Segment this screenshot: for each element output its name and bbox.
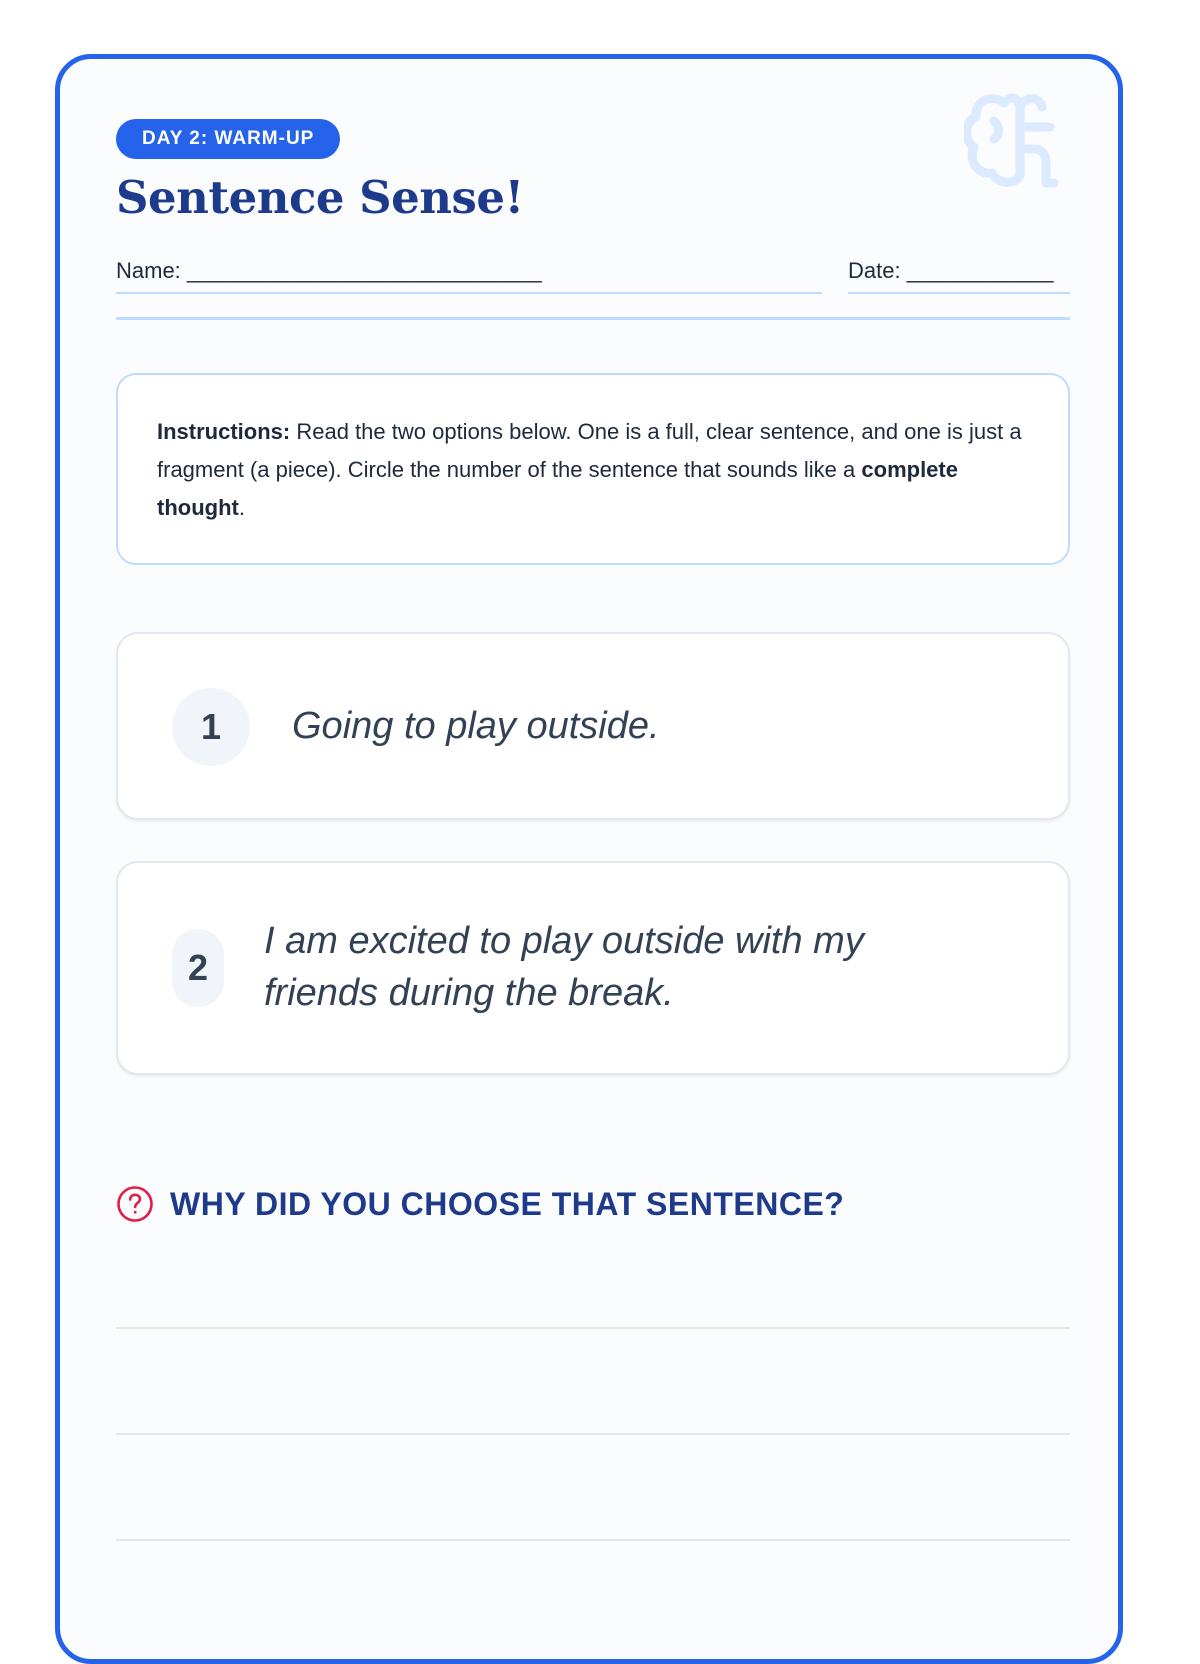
answer-line-2[interactable] [116, 1433, 1070, 1435]
name-field[interactable]: Name: _____________________________ [116, 258, 822, 294]
brain-icon [964, 91, 1062, 193]
option-sentence-1: Going to play outside. [292, 705, 660, 747]
header-divider [116, 317, 1070, 320]
worksheet-card [55, 54, 1123, 1664]
question-text: WHY DID YOU CHOOSE THAT SENTENCE? [170, 1186, 845, 1222]
option-sentence-2: I am excited to play outside with my friends during the break. [264, 920, 864, 1014]
option-card-1[interactable] [116, 632, 1070, 820]
option-card-2[interactable] [116, 861, 1070, 1075]
day-badge: DAY 2: WARM-UP [116, 119, 340, 159]
option-number-2[interactable]: 2 [172, 929, 224, 1007]
instructions-text: Read the two options below. One is a full, clear sentence, and one is just a fragment (a piece). Circle the number of the sentence that sounds like a [157, 419, 1022, 482]
worksheet-title: Sentence Sense! [116, 171, 524, 224]
answer-line-3[interactable] [116, 1539, 1070, 1541]
answer-line-1[interactable] [116, 1327, 1070, 1329]
instructions-label: Instructions: [157, 419, 291, 444]
instructions-end: . [238, 495, 245, 520]
date-field[interactable]: Date: ____________ [848, 258, 1070, 294]
option-number-1[interactable]: 1 [172, 688, 250, 766]
question-circle-icon [116, 1185, 154, 1223]
instructions-emphasis: complete thought [157, 457, 958, 520]
instructions-box [116, 373, 1070, 565]
